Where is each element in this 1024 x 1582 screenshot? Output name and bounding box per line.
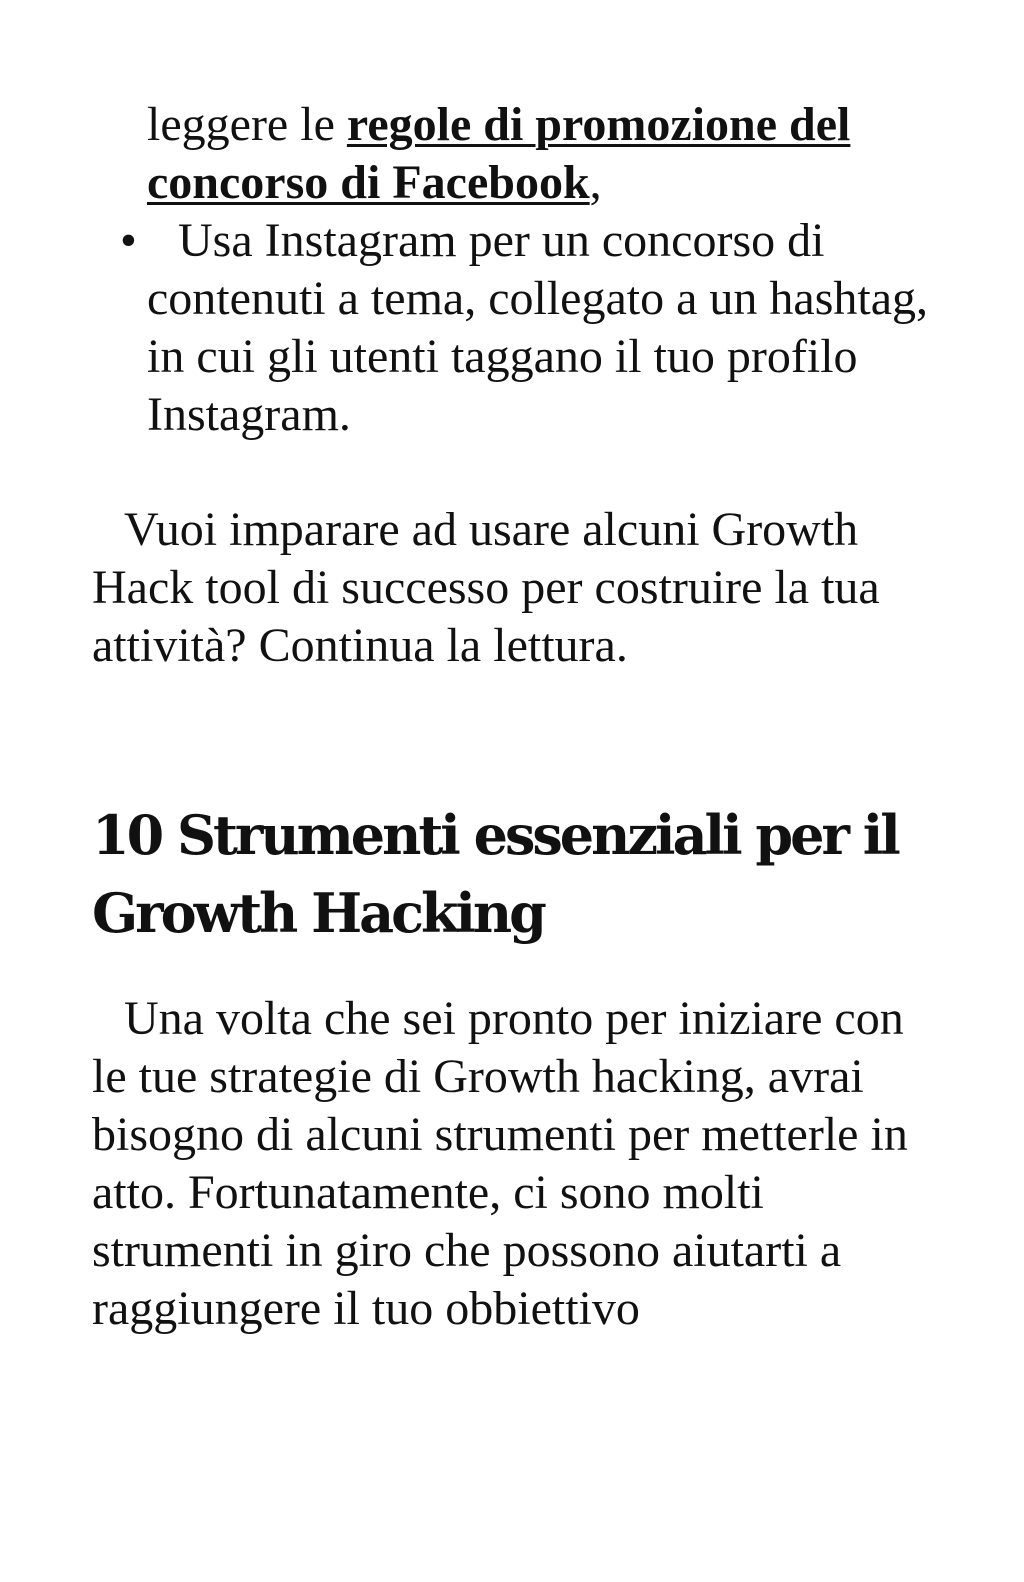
paragraph-body: Una volta che sei pronto per iniziare con le tue strategie di Growth hacking, avrai bisogno di alcuni strumenti per metterle in atto. Fortunatamente, ci sono molti strumenti in giro che possono aiutarti a raggiungere il tuo obbiettivo (92, 992, 908, 1335)
list-text-suffix: , (589, 156, 602, 209)
section-heading: 10 Strumenti essenziali per il Growth Hacking (92, 803, 898, 945)
paragraph-intro: Vuoi imparare ad usare alcuni Growth Hack tool di successo per costruire la tua attività? Continua la lettura. (92, 503, 880, 672)
list-text-prefix: leggere le (147, 98, 347, 151)
list-item-instagram (120, 212, 940, 444)
list-item-text: Usa Instagram per un concorso di contenuti a tema, collegato a un hashtag, in cui gli utenti taggano il tuo profilo Instagram. (147, 214, 929, 441)
list-item-continuation (147, 96, 947, 212)
facebook-contest-rules-link[interactable]: regole di promozione del concorso di Facebook (147, 98, 851, 209)
bullet-marker: • (120, 214, 137, 267)
